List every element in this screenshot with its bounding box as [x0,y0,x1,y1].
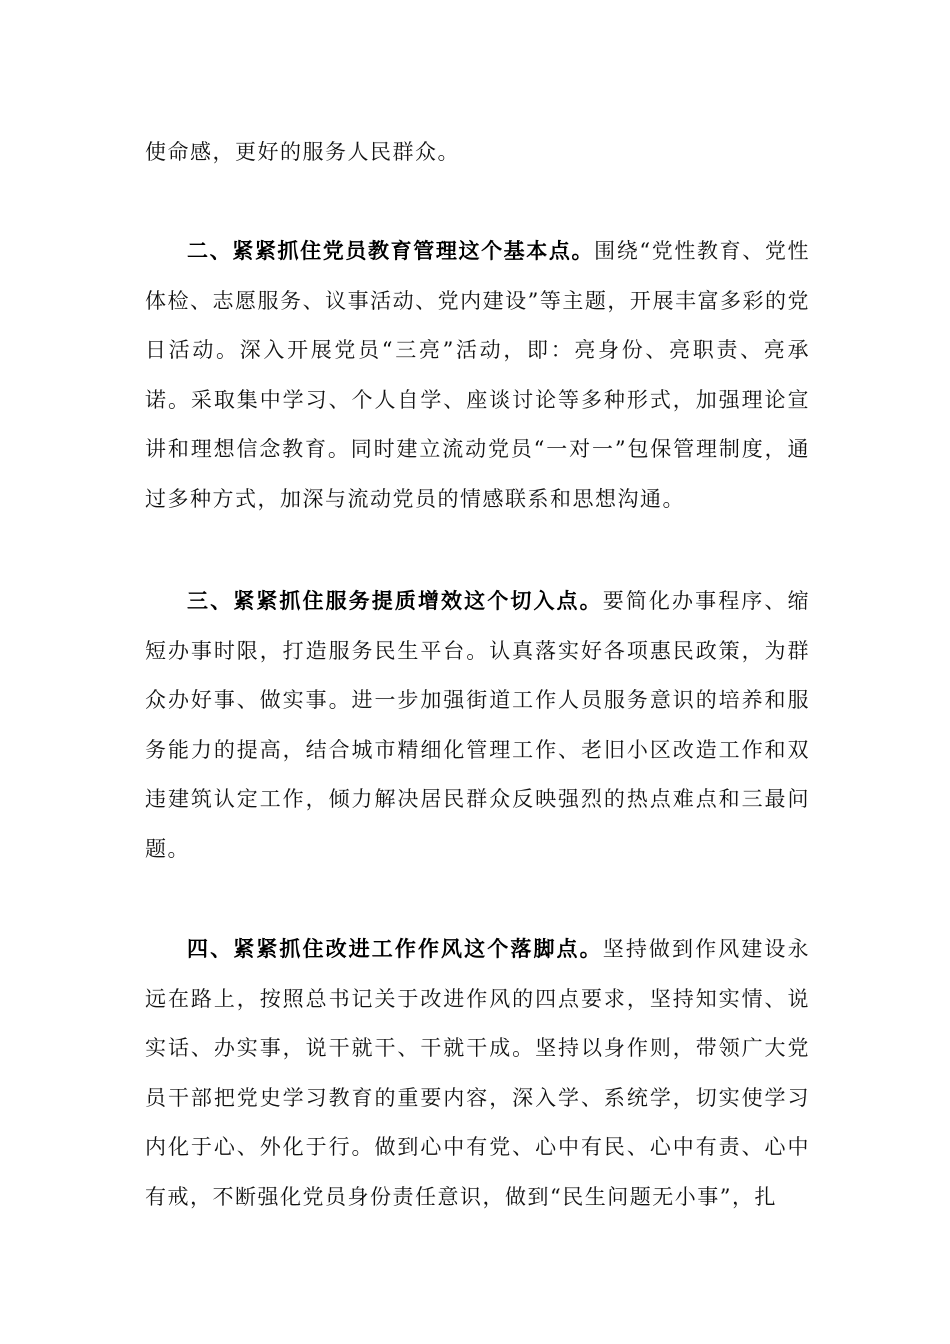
section-four-body: 坚持做到作风建设永远在路上，按照总书记关于改进作风的四点要求，坚持知实情、说实话、办实事，说干就干、干就干成。坚持以身作则，带领广大党员干部把党史学习教育的重要内容，深入学、系统学，切实使学习内化于心、外化于行。做到心中有党、心中有民、心中有责、心中有戒，不断强化党员身份责任意识，做到“民生问题无小事”，扎 [145,937,811,1209]
section-three-heading: 三、紧紧抓住服务提质增效这个切入点。 [187,588,603,613]
section-two-body: 围绕“党性教育、党性体检、志愿服务、议事活动、党内建设”等主题，开展丰富多彩的党日活动。深入开展党员“三亮”活动，即：亮身份、亮职责、亮承诺。采取集中学习、个人自学、座谈讨论等多种形式，加强理论宣讲和理想信念教育。同时建立流动党员“一对一”包保管理制度，通过多种方式，加深与流动党员的情感联系和思想沟通。 [145,239,810,511]
section-four-paragraph [145,924,810,1223]
section-three-paragraph [145,576,810,875]
section-three-body: 要简化办事程序、缩短办事时限，打造服务民生平台。认真落实好各项惠民政策，为群众办好事、做实事。进一步加强街道工作人员服务意识的培养和服务能力的提高，结合城市精细化管理工作、老旧小区改造工作和双违建筑认定工作，倾力解决居民群众反映强烈的热点难点和三最问题。 [145,589,811,861]
section-two-heading: 二、紧紧抓住党员教育管理这个基本点。 [187,238,595,263]
section-four-heading: 四、紧紧抓住改进工作作风这个落脚点。 [187,936,603,961]
continuation-paragraph: 使命感，更好的服务人民群众。 [145,140,460,164]
section-two-paragraph [145,226,810,525]
